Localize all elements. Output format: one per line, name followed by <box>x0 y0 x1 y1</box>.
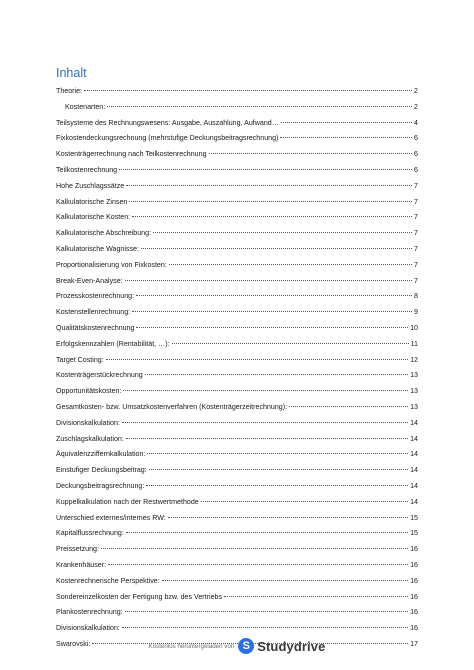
toc-entry-title: Kuppelkalkulation nach der Restwertmethode <box>56 497 199 506</box>
toc-entry[interactable] <box>56 511 418 527</box>
toc-heading: Inhalt <box>56 66 87 80</box>
toc-entry-title: Krankenhäuser: <box>56 560 107 569</box>
toc-entry[interactable] <box>56 242 418 258</box>
dot-leader <box>281 122 412 123</box>
toc-entry-page-number: 6 <box>414 165 418 174</box>
toc-entry-page-number: 2 <box>414 87 418 95</box>
toc-entry[interactable] <box>56 605 418 621</box>
toc-entry-title: Opportunitätskosten: <box>56 387 122 396</box>
dot-leader <box>101 548 408 549</box>
toc-entry-title: Einstufiger Deckungsbeitrag: <box>56 466 147 475</box>
toc-entry-page-number: 11 <box>410 339 418 348</box>
toc-entry-page-number: 16 <box>410 608 418 617</box>
toc-entry-title: Hohe Zuschlagssätze <box>56 181 125 190</box>
toc-entry-title: Erfolgskennzahlen (Rentabilität, …): <box>56 339 170 348</box>
toc-entry[interactable] <box>56 558 418 574</box>
toc-entry[interactable] <box>56 495 418 511</box>
toc-entry-title: Target Costing: <box>56 355 104 364</box>
toc-entry[interactable] <box>56 337 418 353</box>
toc-entry-page-number: 8 <box>414 292 418 301</box>
toc-entry-page-number: 15 <box>410 513 418 522</box>
toc-entry-page-number: 7 <box>414 260 418 269</box>
toc-entry-page-number: 14 <box>410 450 418 459</box>
toc-entry[interactable] <box>56 321 418 337</box>
toc-entry[interactable] <box>56 147 418 163</box>
toc-entry[interactable] <box>56 84 418 100</box>
toc-entry-page-number: 7 <box>414 276 418 285</box>
dot-leader <box>125 611 408 612</box>
toc-entry[interactable] <box>56 289 418 305</box>
toc-entry-page-number: 6 <box>414 150 418 159</box>
dot-leader <box>123 390 408 391</box>
toc-entry[interactable] <box>56 416 418 432</box>
dot-leader <box>224 596 408 597</box>
dot-leader <box>147 453 408 454</box>
toc-entry-title: Kostenträgerstückrechnung <box>56 371 143 380</box>
dot-leader <box>132 216 412 217</box>
dot-leader <box>136 327 408 328</box>
toc-entry-page-number: 7 <box>414 213 418 222</box>
dot-leader <box>132 311 412 312</box>
dot-leader <box>106 359 408 360</box>
toc-entry-page-number: 7 <box>414 229 418 238</box>
toc-entry-title: Fixkostendeckungsrechnung (mehrstufige Deckungsbeitragsrechnung) <box>56 134 279 143</box>
toc-entry-title: Preissetzung: <box>56 545 99 554</box>
dot-leader <box>146 485 408 486</box>
toc-entry-title: Break-Even-Analyse: <box>56 276 123 285</box>
toc-entry-page-number: 4 <box>414 118 418 127</box>
toc-entry-title: Gesamtkosten- bzw. Umsatzkostenverfahren (Kostenträgerzeitrechnung): <box>56 402 288 411</box>
dot-leader <box>129 201 412 202</box>
dot-leader <box>119 169 412 170</box>
toc-entry-title: Proportionalisierung von Fixkosten: <box>56 260 167 269</box>
dot-leader <box>107 106 412 107</box>
toc-entry-page-number: 14 <box>410 497 418 506</box>
toc-entry-title: Unterschied externes/internes RW: <box>56 513 166 522</box>
toc-entry-title: Kapitalflussrechnung: <box>56 529 124 538</box>
toc-entry[interactable] <box>56 353 418 369</box>
toc-entry-title: Teilsysteme des Rechnungswesens: Ausgabe, Auszahlung, Aufwand… <box>56 118 279 127</box>
dot-leader <box>289 406 408 407</box>
toc-entry[interactable] <box>56 116 418 132</box>
toc-entry-title: Sondereinzelkosten der Fertigung bzw. des Vertriebs <box>56 592 223 601</box>
toc-entry-page-number: 15 <box>410 529 418 538</box>
dot-leader <box>126 438 408 439</box>
toc-entry-title: Kalkulatorische Abschreibung: <box>56 229 152 238</box>
dot-leader <box>169 264 412 265</box>
toc-entry-page-number: 7 <box>414 244 418 253</box>
toc-entry-page-number: 7 <box>414 197 418 206</box>
toc-entry[interactable] <box>56 368 418 384</box>
toc-entry-page-number: 13 <box>410 402 418 411</box>
dot-leader <box>122 627 408 628</box>
toc-entry-page-number: 14 <box>410 434 418 443</box>
toc-entry[interactable] <box>56 621 418 637</box>
dot-leader <box>145 374 408 375</box>
toc-entry[interactable] <box>56 526 418 542</box>
toc-entry[interactable] <box>56 590 418 606</box>
toc-entry-page-number: 7 <box>414 181 418 190</box>
dot-leader <box>280 137 412 138</box>
toc-entry-title: Divisionskalkulation: <box>56 418 120 427</box>
dot-leader <box>153 232 412 233</box>
toc-entry-title: Plankostenrechnung: <box>56 608 123 617</box>
download-footer <box>0 636 474 656</box>
toc-entry-title: Prozesskostenrechnung: <box>56 292 135 301</box>
toc-entry-title: Kalkulatorische Wagnisse: <box>56 244 139 253</box>
toc-entry-page-number: 9 <box>414 308 418 317</box>
toc-entry[interactable] <box>56 432 418 448</box>
toc-entry[interactable] <box>56 163 418 179</box>
dot-leader <box>125 280 412 281</box>
studydrive-logo-icon[interactable]: S <box>238 638 254 654</box>
toc-entry[interactable] <box>56 195 418 211</box>
toc-entry-page-number: 12 <box>410 355 418 364</box>
toc-entry[interactable] <box>56 131 418 147</box>
dot-leader <box>168 517 408 518</box>
toc-entry-title: Kostenarten: <box>65 102 106 111</box>
toc-entry[interactable] <box>56 400 418 416</box>
toc-entry-page-number: 16 <box>410 576 418 585</box>
toc-entry-page-number: 6 <box>414 134 418 143</box>
dot-leader <box>122 422 408 423</box>
toc-entry-page-number: 13 <box>410 387 418 396</box>
dot-leader <box>209 153 413 154</box>
toc-entry-page-number: 14 <box>410 466 418 475</box>
toc-entry[interactable] <box>56 479 418 495</box>
toc-entry[interactable] <box>56 574 418 590</box>
toc-entry-page-number: 17 <box>410 639 418 648</box>
toc-entry-title: Kostenträgerrechnung nach Teilkostenrechnung <box>56 150 207 159</box>
toc-entry[interactable] <box>56 305 418 321</box>
toc-entry-title: Divisionskalkulation: <box>56 624 120 633</box>
dot-leader <box>108 564 408 565</box>
toc-entry-title: Kostenrechnerische Perspektive: <box>56 576 160 585</box>
toc-entry-title: Theorie: <box>56 87 83 95</box>
toc-entry-title: Kalkulatorische Zinsen <box>56 197 128 206</box>
toc-entry-page-number: 16 <box>410 624 418 633</box>
toc-entry[interactable] <box>56 226 418 242</box>
toc-entry-title: Swarovski: <box>56 639 91 648</box>
toc-entry-title: Teilkostenrechnung <box>56 165 118 174</box>
toc-entry-page-number: 16 <box>410 592 418 601</box>
toc-entry-title: Zuschlagskalkulation: <box>56 434 124 443</box>
toc-entry-page-number: 2 <box>414 102 418 111</box>
dot-leader <box>141 248 412 249</box>
toc-entry-page-number: 14 <box>410 481 418 490</box>
toc-entry[interactable] <box>56 542 418 558</box>
dot-leader <box>136 295 412 296</box>
toc-entry[interactable] <box>56 463 418 479</box>
toc-entry-title: Kostenstellenrechnung: <box>56 308 131 317</box>
dot-leader <box>201 501 408 502</box>
toc-entry-title: Kalkulatorische Kosten: <box>56 213 131 222</box>
footer-text: Kostenlos heruntergeladen von <box>148 642 235 650</box>
toc-entry[interactable] <box>56 447 418 463</box>
dot-leader <box>126 532 408 533</box>
toc-entry[interactable] <box>56 274 418 290</box>
toc-entry[interactable] <box>56 179 418 195</box>
toc-entry-page-number: 10 <box>410 323 418 332</box>
toc-entry-title: Äquivalenzziffernkalkulation: <box>56 450 146 459</box>
table-of-contents <box>56 84 418 653</box>
toc-entry[interactable] <box>56 210 418 226</box>
toc-entry-page-number: 13 <box>410 371 418 380</box>
toc-entry[interactable] <box>56 100 418 116</box>
dot-leader <box>172 343 409 344</box>
toc-entry-page-number: 14 <box>410 418 418 427</box>
toc-entry-title: Deckungsbeitragsrechnung: <box>56 481 145 490</box>
studydrive-brand[interactable]: Studydrive <box>257 638 326 654</box>
toc-entry-page-number: 16 <box>410 560 418 569</box>
toc-entry[interactable] <box>56 258 418 274</box>
dot-leader <box>126 185 412 186</box>
dot-leader <box>149 469 408 470</box>
toc-entry-title: Qualitätskostenrechnung <box>56 323 135 332</box>
toc-entry[interactable] <box>56 384 418 400</box>
toc-entry-page-number: 16 <box>410 545 418 554</box>
dot-leader <box>84 90 412 91</box>
dot-leader <box>162 580 408 581</box>
